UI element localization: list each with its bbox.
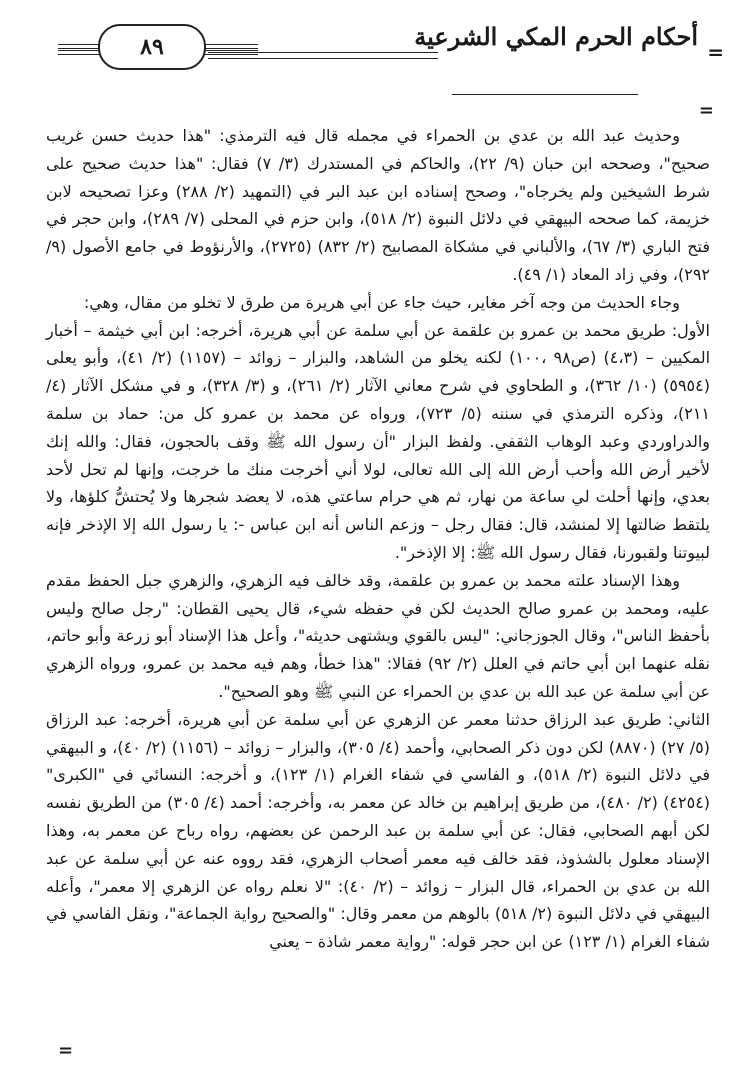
page-header bbox=[58, 14, 724, 74]
book-title: أحكام الحرم المكي الشرعية bbox=[414, 22, 698, 51]
header-rule-right bbox=[208, 52, 438, 53]
paragraph-second-route: الثاني: طريق عبد الرزاق حدثنا معمر عن الزهري عن أبي سلمة عن أبي هريرة، أخرجه: عبد الرزاق (٥/ ٢٧) (٨٨٧٠) لكن دون ذكر الصحابي، وأحمد (٤/ ٣٠٥)، والبزار – زوائد – (١١٥٦) (٢/ ٤٠)، و البيهقي في دلائل النبوة (٢/ ٥١٨)، و الفاسي في شفاء الغرام (١/ ١٢٣)، و أخرجه: النسائي في "الكبرى"(٤٢٥٤) (٢/ ٤٨٠)، من طريق إبراهيم بن خالد عن معمر به، وأخرجه: أحمد (٤/ ٣٠٥) من الطريق نفسه لكن أبهم الصحابي، فقال: عن أبي سلمة بن عبد الرحمن عن بعضهم، رواه رباح عن معمر به، وهذا الإسناد معلول بالشذوذ، فقد خالف فيه معمر أصحاب الزهري، فقد رووه عنه عن أبي سلمة عن عبد الله بن عدي بن الحمراء، قال البزار – زوائد – (٢/ ٤٠): "لا نعلم رواه عن الزهري إلا معمر"، وأعله البيهقي في دلائل النبوة (٢/ ٥١٨) بالوهم من معمر وقال: "والصحيح رواية الجماعة"، ونقل الفاسي في شفاء الغرام (١/ ١٢٣) عن ابن حجر قوله: "رواية معمر شاذة – يعني bbox=[46, 709, 711, 952]
continuation-dash-top: = bbox=[698, 100, 714, 121]
header-rule-right-lower bbox=[208, 58, 438, 59]
paragraph-ibn-hamra-grading: وحديث عبد الله بن عدي بن الحمراء في مجمله قال فيه الترمذي: "هذا حديث حسن غريب صحيح"، وصححه ابن حبان (٩/ ٢٢)، والحاكم في المستدرك (٣/ ٧) فقال: "هذا حديث صحيح على شرط الشيخين ولم يخرجاه"، وصحح إسناده ابن عبد البر في (التمهيد (٢/ ٢٨٨) وعزا تصحيحه لابن خزيمة، كما صححه البيهقي في دلائل النبوة (٢/ ٥١٨)، وابن حزم في المحلى (٧/ ٢٨٩)، وابن حجر في فتح الباري (٣/ ٦٧)، والألباني في مشكاة المصابيح (٢/ ٨٣٢) (٢٧٢٥)، والأرنؤوط في جامع الأصول (٩/ ٢٩٢)، وفي زاد المعاد (١/ ٤٩). bbox=[46, 126, 711, 284]
continuation-dash-bottom: = bbox=[58, 1040, 74, 1061]
paragraph-first-route-defect: وهذا الإسناد علته محمد بن عمرو بن علقمة، وقد خالف فيه الزهري، والزهري جبل الحفظ مقدم عليه، ومحمد بن عمرو صالح الحديث لكن في حفظه شيء، قال يحيى القطان: "رجل صالح وليس بأحفظ الناس"، وقال الجوزجاني: "ليس بالقوي ويشتهى حديثه"، وأعل هذا الإسناد أبو زرعة وأبو حاتم، نقله عنهما ابن أبي حاتم في العلل (٢/ ٩٢) فقالا: "هذا خطأ، وهم فيه محمد بن عمرو، ورواه الزهري عن أبي سلمة عن عبد الله بن عدي بن الحمراء عن النبي ﷺ وهو الصحيح". bbox=[46, 570, 711, 701]
paragraph-first-route: الأول: طريق محمد بن عمرو بن علقمة عن أبي سلمة عن أبي هريرة، أخرجه: ابن أبي خيثمة – أخبار المكيين – (٤،٣) (ص٩٨ ،١٠٠) لكنه يخلو من الشاهد، والبزار – زوائد – (١١٥٧) (٢/ ٤١)، وأبو يعلى (٥٩٥٤) (١٠/ ٣٦٢)، و الطحاوي في شرح معاني الآثار (٢/ ٢٦١)، و (٣/ ٣٢٨)، و في مشكل الآثار (٤/ ٢١١)، وذكره الترمذي في سننه (٥/ ٧٢٣)، ورواه عن محمد بن عمرو كل من: حماد بن سلمة والدراوردي وعبد الوهاب الثقفي. ولفظ البزار "أن رسول الله ﷺ وقف بالحجون، فقال: والله إنك لأخير أرض الله وأحب أرض الله إلى الله تعالى، لولا أني أخرجت منك ما خرجت، وإنها لم تحل لأحد بعدي، وإنها أحلت لي ساعة من نهار، ثم هي حرام ساعتي هذه، لا يعضد شجرها ولا يُحتشُّ كلؤها، ولا يلتقط ضالتها إلا لمنشد، قال: فقال رجل – وزعم الناس أنه ابن عباس -: يا رسول الله إلا الإذخر فإنه لبيوتنا ولقبورنا، فقال رسول الله ﷺ: إلا الإذخر". bbox=[46, 320, 711, 562]
title-dash: = bbox=[707, 40, 724, 64]
separator-rule bbox=[452, 94, 638, 95]
body-text bbox=[46, 122, 710, 956]
page-number: ٨٩ bbox=[98, 24, 206, 70]
paragraph-abu-hurayra-intro: وجاء الحديث من وجه آخر مغاير، حيث جاء عن أبي هريرة من طرق لا تخلو من مقال، وهي: bbox=[83, 292, 680, 312]
